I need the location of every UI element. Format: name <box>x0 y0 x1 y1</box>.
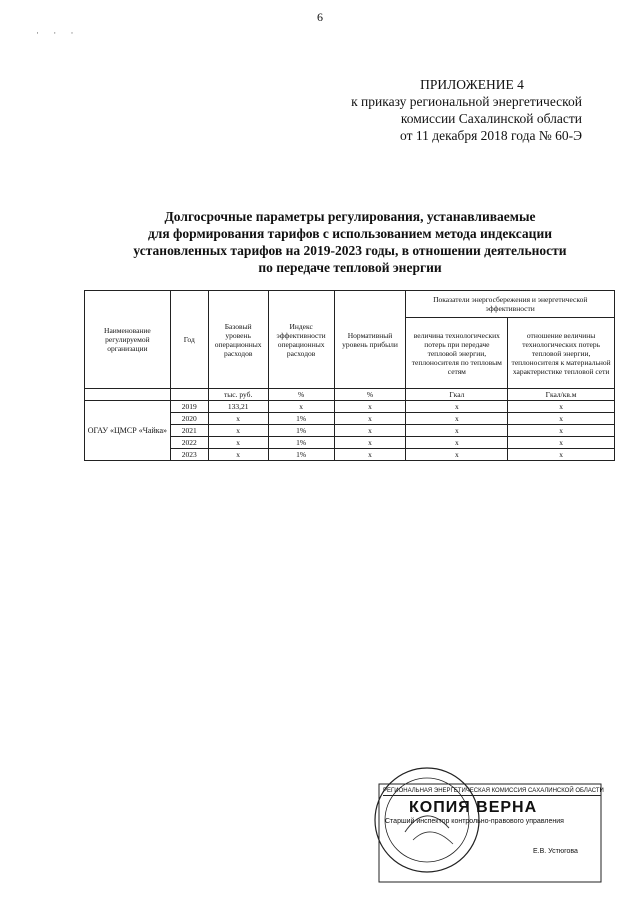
unit-cell: % <box>268 389 334 401</box>
unit-empty <box>85 389 171 401</box>
header-org: Наименование регулируемой организации <box>85 291 171 389</box>
index-cell: 1% <box>268 413 334 425</box>
loss-cell: x <box>406 413 508 425</box>
header-base-opex: Базовый уровень операционных расходов <box>208 291 268 389</box>
header-year: Год <box>170 291 208 389</box>
year-cell: 2023 <box>170 449 208 461</box>
appendix-line-3: от 11 декабря 2018 года № 60-Э <box>400 128 582 143</box>
ratio-cell: x <box>508 437 615 449</box>
profit-cell: x <box>334 449 406 461</box>
profit-cell: x <box>334 413 406 425</box>
year-cell: 2021 <box>170 425 208 437</box>
index-cell: 1% <box>268 437 334 449</box>
appendix-line-1: к приказу региональной энергетической <box>351 94 582 109</box>
appendix-heading: ПРИЛОЖЕНИЕ 4 <box>420 77 524 92</box>
title-line-4: по передаче тепловой энергии <box>258 260 442 275</box>
year-cell: 2019 <box>170 401 208 413</box>
ratio-cell: x <box>508 401 615 413</box>
scan-specks: · · · <box>36 28 80 38</box>
ratio-cell: x <box>508 413 615 425</box>
index-cell: x <box>268 401 334 413</box>
round-seal-icon <box>365 762 605 892</box>
stamp-copy-certified: КОПИЯ ВЕРНА <box>409 799 538 816</box>
profit-cell: x <box>334 401 406 413</box>
ratio-cell: x <box>508 449 615 461</box>
organization-name: ОГАУ «ЦМСР «Чайка» <box>85 401 171 461</box>
base-cell: x <box>208 437 268 449</box>
stamp-position: Старший инспектор контрольно-правового управления <box>385 818 564 825</box>
appendix-line-2: комиссии Сахалинской области <box>400 111 582 126</box>
index-cell: 1% <box>268 449 334 461</box>
stamp-header: РЕГИОНАЛЬНАЯ ЭНЕРГЕТИЧЕСКАЯ КОМИССИЯ САХАЛИНСКОЙ ОБЛАСТИ <box>383 788 604 794</box>
ratio-cell: x <box>508 425 615 437</box>
header-efficiency-index: Индекс эффективности операционных расходов <box>268 291 334 389</box>
parameters-table <box>84 290 615 461</box>
stamp-signatory: Е.В. Устюгова <box>533 848 578 855</box>
profit-cell: x <box>334 437 406 449</box>
table-row <box>85 401 615 413</box>
profit-cell: x <box>334 425 406 437</box>
loss-cell: x <box>406 449 508 461</box>
loss-cell: x <box>406 437 508 449</box>
year-cell: 2022 <box>170 437 208 449</box>
unit-empty <box>170 389 208 401</box>
loss-cell: x <box>406 425 508 437</box>
page-number: 6 <box>317 10 323 24</box>
index-cell: 1% <box>268 425 334 437</box>
document-title <box>100 208 600 276</box>
header-profit-level: Нормативный уровень прибыли <box>334 291 406 389</box>
base-cell: x <box>208 449 268 461</box>
unit-cell: Гкал/кв.м <box>508 389 615 401</box>
appendix-block <box>282 76 582 144</box>
title-line-1: Долгосрочные параметры регулирования, устанавливаемые <box>164 209 536 224</box>
year-cell: 2020 <box>170 413 208 425</box>
units-row <box>85 389 615 401</box>
unit-cell: Гкал <box>406 389 508 401</box>
base-cell: 133,21 <box>208 401 268 413</box>
title-line-3: установленных тарифов на 2019-2023 годы, в отношении деятельности <box>133 243 567 258</box>
unit-cell: % <box>334 389 406 401</box>
header-loss-ratio: отношение величины технологических потерь тепловой энергии, теплоносителя к материальной характеристике тепловой сети <box>508 318 615 389</box>
header-tech-losses: величина технологических потерь при передаче тепловой энергии, теплоносителя по тепловым сетям <box>406 318 508 389</box>
certification-stamp <box>365 762 605 892</box>
loss-cell: x <box>406 401 508 413</box>
title-line-2: для формирования тарифов с использованием метода индексации <box>147 226 553 241</box>
unit-cell: тыс. руб. <box>208 389 268 401</box>
base-cell: x <box>208 425 268 437</box>
base-cell: x <box>208 413 268 425</box>
header-energy-group: Показатели энергосбережения и энергетической эффективности <box>406 291 615 318</box>
